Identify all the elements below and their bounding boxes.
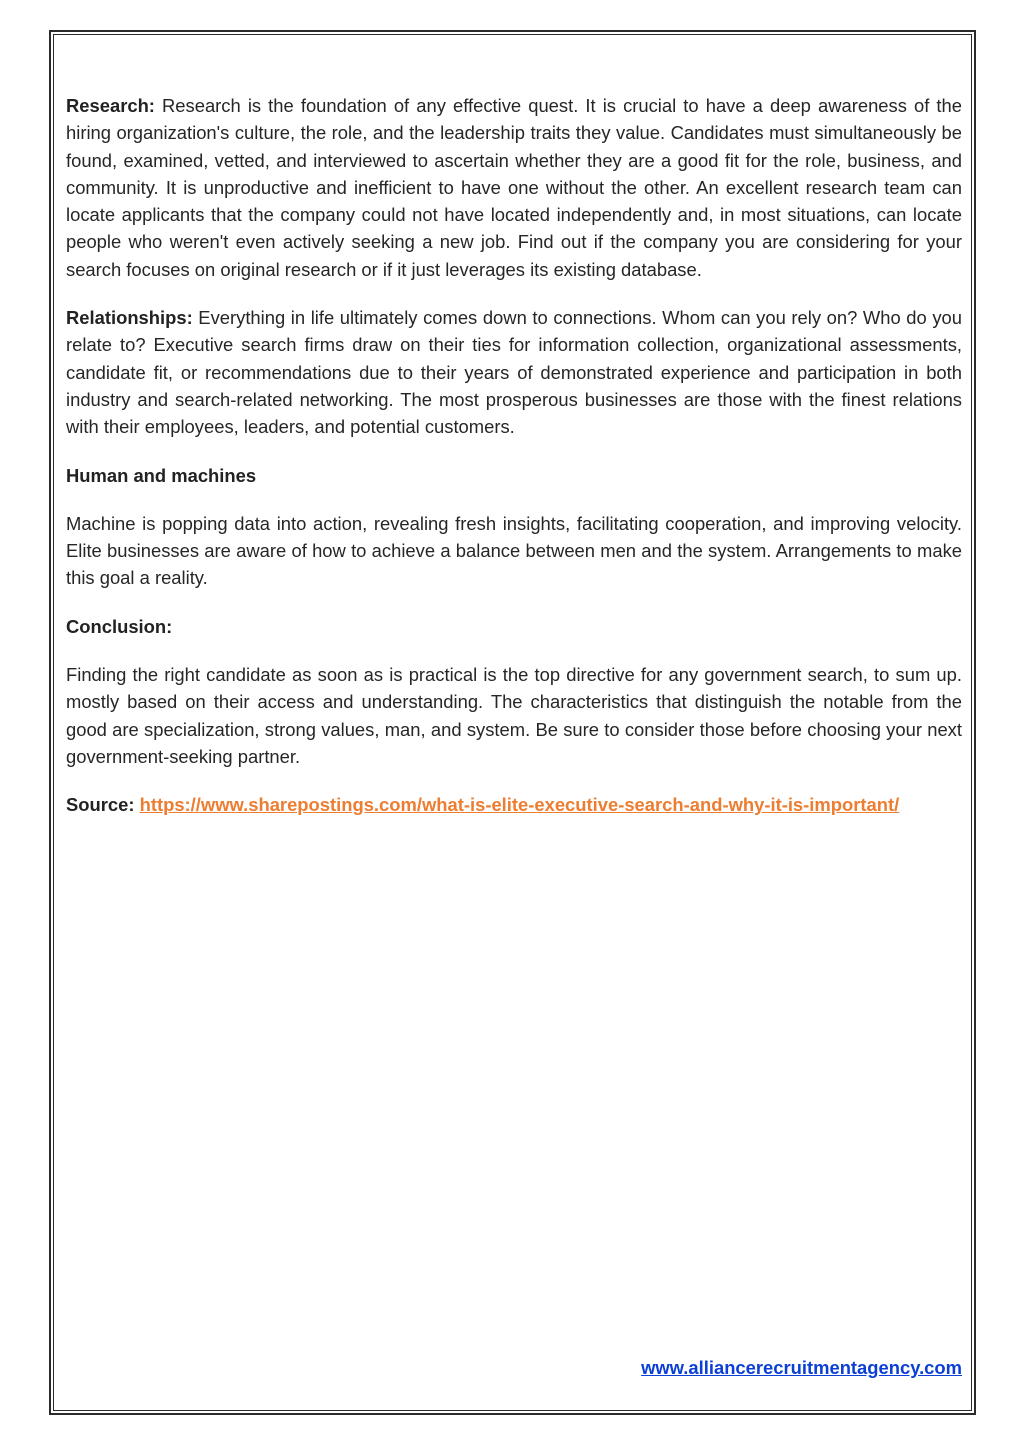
footer-website-link[interactable]: www.alliancerecruitmentagency.com (641, 1357, 962, 1378)
relationships-text: Everything in life ultimately comes down to connections. Whom can you rely on? Who do you relate to? Executive search firms draw on their ties for information collection, organizational assessments, candidate fit, or recommendations due to their years of demonstrated experience and participation in both industry and search-related networking. The most prosperous businesses are those with the finest relations with their employees, leaders, and potential customers. (66, 307, 962, 438)
relationships-paragraph (66, 304, 962, 440)
document-body (66, 92, 962, 840)
source-link[interactable]: https://www.sharepostings.com/what-is-elite-executive-search-and-why-it-is-important/ (139, 794, 900, 816)
conclusion-text: Finding the right candidate as soon as is practical is the top directive for any government search, to sum up. mostly based on their access and understanding. The characteristics that distinguish the notable from the good are specialization, strong values, man, and system. Be sure to consider those before choosing your next government-seeking partner. (66, 664, 962, 767)
human-machines-text: Machine is popping data into action, revealing fresh insights, facilitating cooperation, and improving velocity. Elite businesses are aware of how to achieve a balance between men and the system. Arrangements to make this goal a reality. (66, 512, 962, 589)
research-paragraph (66, 92, 962, 283)
research-label: Research: (66, 95, 155, 116)
source-label: Source: (66, 794, 135, 816)
conclusion-heading: Conclusion: (66, 615, 173, 637)
human-machines-heading: Human and machines (66, 464, 257, 486)
source-paragraph (66, 791, 962, 818)
relationships-label: Relationships: (66, 307, 193, 329)
research-text: Research is the foundation of any effective quest. It is crucial to have a deep awareness of the hiring organization's culture, the role, and the leadership traits they value. Candidates must simultaneously be found, examined, vetted, and interviewed to ascertain whether they are a good fit for the role, business, and community. It is unproductive and inefficient to have one without the other. An excellent research team can locate applicants that the company could not have located independently and, in most situations, can locate people who weren't even actively seeking a new job. Find out if the company you are considering for your search focuses on original research or if it just leverages its existing database. (66, 95, 962, 280)
